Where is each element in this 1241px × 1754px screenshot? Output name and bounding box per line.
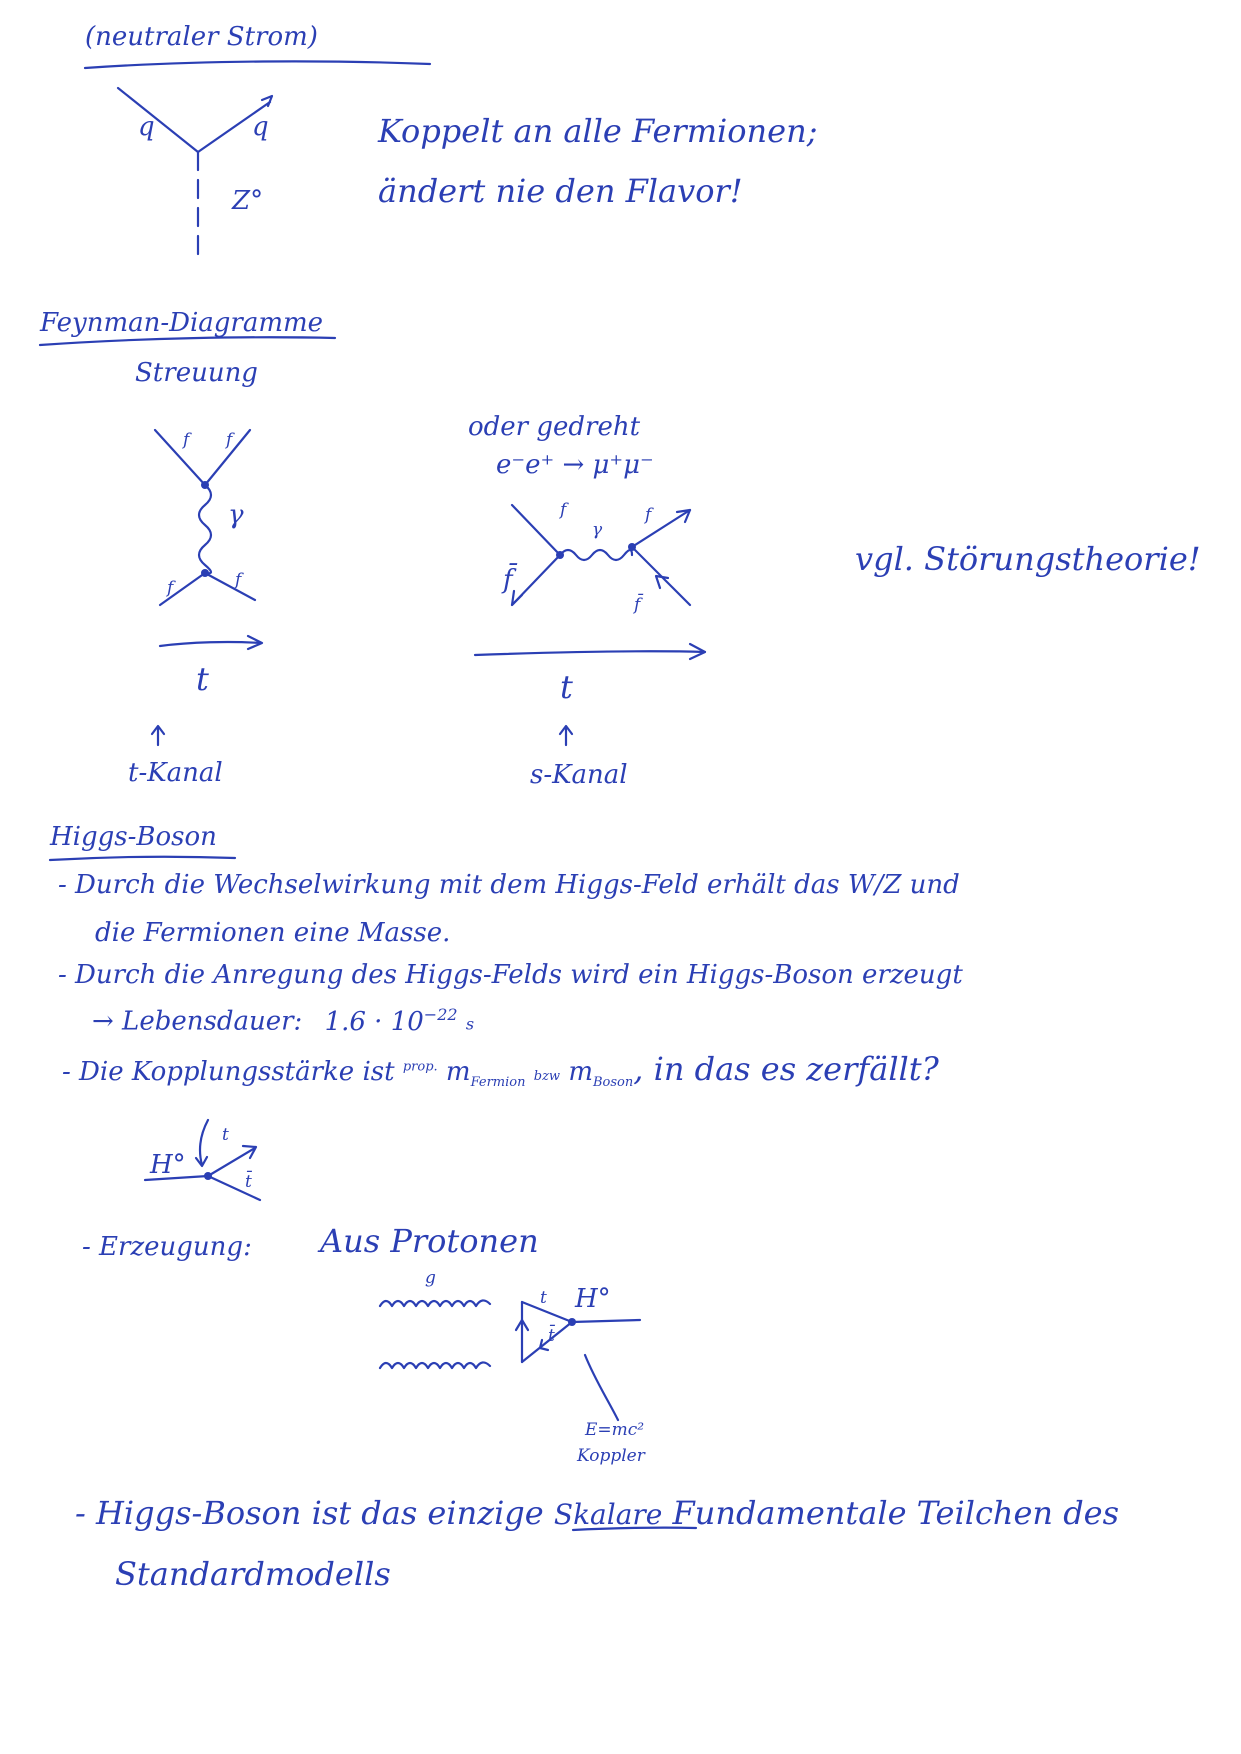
decay-question: , in das es zerfällt? <box>633 1050 939 1088</box>
s-channel-label-f-top-left: f <box>560 500 567 520</box>
scalar-text-end: Fundamentale Teilchen des <box>672 1494 1120 1532</box>
lifetime-unit: s <box>465 1014 475 1034</box>
production-tbar-label: t̄ <box>548 1326 555 1346</box>
s-channel-caption: s-Kanal <box>530 760 628 790</box>
fermion-subscript: Fermion <box>470 1075 526 1091</box>
higgs-heading: Higgs-Boson <box>50 822 217 852</box>
scalar-underlined-word: Skalare <box>553 1498 663 1531</box>
neutral-note-line2: ändert nie den Flavor! <box>378 172 743 210</box>
lifetime-line <box>92 1005 474 1037</box>
coupling-note-line1: E=mc² <box>585 1420 645 1440</box>
quark-label-left: q <box>138 112 155 142</box>
coupling-note-line2: Koppler <box>577 1446 645 1466</box>
higgs-bullet3 <box>62 1050 939 1090</box>
quark-label-right: q <box>252 112 269 142</box>
lifetime-exponent: −22 <box>423 1005 458 1024</box>
s-channel-label-fbar-left: f̄ <box>503 565 513 595</box>
gluon-label: g <box>425 1268 436 1288</box>
higgs-heading-underline <box>50 857 235 860</box>
higgs-bullet1-line2: die Fermionen eine Masse. <box>95 918 451 948</box>
perturbation-theory-note: vgl. Störungstheorie! <box>855 540 1201 578</box>
higgs-bullet4-line2: Standardmodells <box>115 1555 391 1593</box>
production-higgs-label: H° <box>575 1284 611 1314</box>
higgs-bullet2: - Durch die Anregung des Higgs-Felds wird ein Higgs-Boson erzeugt <box>58 960 963 990</box>
decay-higgs-label: H° <box>150 1150 186 1180</box>
s-channel-label-fbar-right: f̄ <box>634 595 641 615</box>
production-t-label: t <box>540 1288 547 1308</box>
s-channel-label-gamma: γ <box>592 520 603 540</box>
s-channel-time-axis-label: t <box>560 668 573 706</box>
higgs-bullet1-line1: - Durch die Wechselwirkung mit dem Higgs-Feld erhält das W/Z und <box>58 870 960 900</box>
s-channel-intro: oder gedreht <box>468 412 641 442</box>
bzw-text: bzw <box>533 1069 561 1084</box>
feynman-heading: Feynman-Diagramme <box>40 308 324 338</box>
t-channel-label-f-top-right: f <box>226 430 233 450</box>
gluon-fusion-diagram <box>380 1300 640 1420</box>
t-channel-time-axis-label: t <box>196 660 209 698</box>
decay-t-label: t <box>222 1125 229 1145</box>
z-boson-label: Z° <box>232 186 264 216</box>
decay-tbar-label: t̄ <box>245 1172 252 1192</box>
t-channel-label-gamma: γ <box>228 500 244 530</box>
s-channel-diagram <box>475 505 705 745</box>
feynman-heading-underline <box>40 337 335 345</box>
coupling-strength-text: - Die Kopplungsstärke ist <box>62 1057 395 1087</box>
neutral-current-heading: (neutraler Strom) <box>85 22 318 52</box>
heading-underline <box>85 61 430 68</box>
scalar-text-start: - Higgs-Boson ist das einzige <box>75 1494 544 1532</box>
t-channel-caption: t-Kanal <box>128 758 223 788</box>
mass-symbol-fermion: m <box>445 1057 471 1087</box>
mass-symbol-boson: m <box>568 1057 593 1087</box>
lifetime-value: 1.6 · 10 <box>324 1006 424 1037</box>
t-channel-label-f-top-left: f <box>183 430 190 450</box>
higgs-bullet4-line1 <box>75 1494 1119 1532</box>
lifetime-label: → Lebensdauer: <box>92 1006 303 1037</box>
t-channel-label-f-bottom-left: f <box>167 578 174 598</box>
neutral-note-line1: Koppelt an alle Fermionen; <box>378 112 818 150</box>
s-channel-reaction: e⁻e⁺ → μ⁺μ⁻ <box>496 450 654 480</box>
boson-subscript: Boson <box>592 1075 634 1091</box>
proportional-marker: prop. <box>402 1059 438 1075</box>
s-channel-label-f-top-right: f <box>645 505 652 525</box>
production-label: - Erzeugung: <box>82 1232 252 1262</box>
feynman-subheading: Streuung <box>135 358 258 388</box>
production-text: Aus Protonen <box>320 1222 539 1260</box>
t-channel-label-f-bottom-right: f <box>235 570 242 590</box>
